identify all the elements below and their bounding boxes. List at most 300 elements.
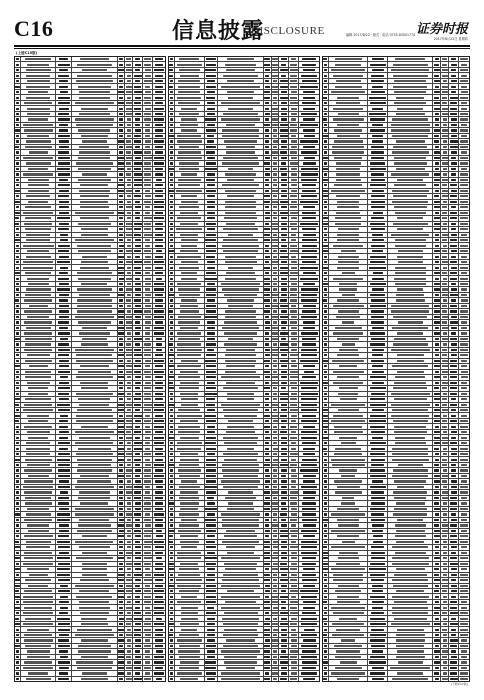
table-cell xyxy=(433,84,441,88)
cell-text-stroke xyxy=(154,574,163,576)
cell-text-stroke xyxy=(273,634,277,636)
table-cell xyxy=(279,79,289,83)
table-cell xyxy=(72,271,117,275)
table-cell xyxy=(459,216,469,220)
table-cell xyxy=(21,167,57,171)
cell-text-stroke xyxy=(155,91,163,93)
cell-text-stroke xyxy=(145,618,151,620)
table-cell xyxy=(368,183,388,187)
table-cell xyxy=(272,73,280,77)
table-cell xyxy=(133,90,143,94)
table-cell xyxy=(205,644,219,648)
cell-text-stroke xyxy=(15,239,19,241)
cell-text-stroke xyxy=(170,497,173,499)
cell-text-stroke xyxy=(24,223,52,225)
table-cell xyxy=(118,556,126,560)
cell-text-stroke xyxy=(207,623,216,625)
cell-text-stroke xyxy=(179,267,199,269)
table-cell xyxy=(143,386,153,390)
cell-text-stroke xyxy=(291,480,296,482)
table-cell xyxy=(143,578,153,582)
table-cell xyxy=(299,205,319,209)
cell-text-stroke xyxy=(291,574,297,576)
cell-text-stroke xyxy=(272,118,277,120)
table-cell xyxy=(264,62,272,66)
cell-text-stroke xyxy=(450,261,457,263)
table-cell xyxy=(143,671,153,675)
table-cell xyxy=(21,364,57,368)
table-cell xyxy=(118,605,126,609)
table-cell xyxy=(175,315,205,319)
table-cell xyxy=(264,189,272,193)
cell-text-stroke xyxy=(134,678,142,680)
table-cell xyxy=(459,145,469,149)
cell-text-stroke xyxy=(15,579,19,581)
table-cell xyxy=(449,134,459,138)
cell-text-stroke xyxy=(179,645,200,647)
cell-text-stroke xyxy=(170,667,174,669)
cell-text-stroke xyxy=(177,415,202,417)
cell-text-stroke xyxy=(78,278,111,280)
cell-text-stroke xyxy=(303,426,315,428)
table-cell xyxy=(118,101,126,105)
table-cell xyxy=(205,211,219,215)
cell-text-stroke xyxy=(75,585,114,587)
table-cell xyxy=(72,194,117,198)
cell-text-stroke xyxy=(170,58,174,60)
cell-text-stroke xyxy=(323,267,327,269)
cell-text-stroke xyxy=(127,332,131,334)
table-cell xyxy=(289,233,299,237)
cell-text-stroke xyxy=(119,415,123,417)
cell-text-stroke xyxy=(176,228,202,230)
cell-text-stroke xyxy=(25,502,52,504)
table-cell xyxy=(175,501,205,505)
cell-text-stroke xyxy=(27,431,50,433)
table-cell xyxy=(279,320,289,324)
table-cell xyxy=(133,62,143,66)
table-cell xyxy=(143,57,153,61)
cell-text-stroke xyxy=(207,656,216,658)
cell-text-stroke xyxy=(81,108,109,110)
cell-text-stroke xyxy=(155,245,164,247)
table-cell xyxy=(329,90,368,94)
cell-text-stroke xyxy=(273,283,278,285)
cell-text-stroke xyxy=(135,601,140,603)
cell-text-stroke xyxy=(154,162,164,164)
cell-text-stroke xyxy=(154,118,163,120)
table-cell xyxy=(125,474,133,478)
table-cell xyxy=(56,238,72,242)
table-cell xyxy=(279,57,289,61)
table-cell xyxy=(72,123,117,127)
cell-text-stroke xyxy=(221,376,261,378)
table-cell xyxy=(289,326,299,330)
table-cell xyxy=(72,265,117,269)
cell-text-stroke xyxy=(16,354,19,356)
cell-text-stroke xyxy=(177,283,201,285)
cell-text-stroke xyxy=(265,459,270,461)
table-cell xyxy=(125,430,133,434)
cell-text-stroke xyxy=(58,102,71,104)
cell-text-stroke xyxy=(25,376,51,378)
table-cell xyxy=(153,627,165,631)
table-cell xyxy=(449,167,459,171)
cell-text-stroke xyxy=(77,409,112,411)
cell-text-stroke xyxy=(59,69,68,71)
cell-text-stroke xyxy=(281,327,286,329)
cell-text-stroke xyxy=(206,190,217,192)
cell-text-stroke xyxy=(273,585,277,587)
cell-text-stroke xyxy=(145,365,151,367)
table-cell xyxy=(118,254,126,258)
table-cell xyxy=(205,594,219,598)
table-cell xyxy=(118,315,126,319)
cell-text-stroke xyxy=(134,108,141,110)
cell-text-stroke xyxy=(119,398,123,400)
cell-text-stroke xyxy=(451,234,457,236)
table-cell xyxy=(56,518,72,522)
table-cell xyxy=(153,567,165,571)
table-cell xyxy=(21,655,57,659)
table-cell xyxy=(143,501,153,505)
table-cell xyxy=(272,309,280,313)
cell-text-stroke xyxy=(303,97,315,99)
table-cell xyxy=(264,271,272,275)
table-cell xyxy=(133,644,143,648)
cell-text-stroke xyxy=(280,579,288,581)
table-cell xyxy=(21,671,57,675)
cell-text-stroke xyxy=(337,267,359,269)
table-cell xyxy=(388,265,433,269)
table-cell xyxy=(205,589,219,593)
cell-text-stroke xyxy=(118,212,124,214)
cell-text-stroke xyxy=(170,629,174,631)
table-cell xyxy=(459,150,469,154)
cell-text-stroke xyxy=(179,513,199,515)
cell-text-stroke xyxy=(78,179,111,181)
cell-text-stroke xyxy=(273,162,277,164)
table-cell xyxy=(218,611,263,615)
cell-text-stroke xyxy=(272,404,277,406)
cell-text-stroke xyxy=(135,469,141,471)
cell-text-stroke xyxy=(460,245,468,247)
cell-text-stroke xyxy=(206,376,216,378)
cell-text-stroke xyxy=(126,486,132,488)
cell-text-stroke xyxy=(155,299,163,301)
cell-text-stroke xyxy=(265,327,270,329)
cell-text-stroke xyxy=(221,480,260,482)
cell-text-stroke xyxy=(58,118,70,120)
table-cell xyxy=(264,315,272,319)
cell-text-stroke xyxy=(155,234,163,236)
cell-text-stroke xyxy=(206,272,216,274)
cell-text-stroke xyxy=(170,672,173,674)
table-cell xyxy=(153,370,165,374)
table-cell xyxy=(21,337,57,341)
cell-text-stroke xyxy=(80,267,109,269)
table-cell xyxy=(153,150,165,154)
table-cell xyxy=(299,616,319,620)
cell-text-stroke xyxy=(280,343,288,345)
cell-text-stroke xyxy=(207,321,214,323)
cell-text-stroke xyxy=(264,234,269,236)
cell-text-stroke xyxy=(206,354,216,356)
table-cell xyxy=(388,95,433,99)
table-cell xyxy=(289,622,299,626)
cell-text-stroke xyxy=(301,530,317,532)
cell-text-stroke xyxy=(207,535,215,537)
cell-text-stroke xyxy=(119,508,124,510)
table-cell xyxy=(388,139,433,143)
cell-text-stroke xyxy=(336,80,361,82)
table-cell xyxy=(125,479,133,483)
cell-text-stroke xyxy=(273,157,278,159)
cell-text-stroke xyxy=(180,124,198,126)
table-cell xyxy=(133,540,143,544)
table-cell xyxy=(279,90,289,94)
table-cell xyxy=(272,589,280,593)
cell-text-stroke xyxy=(290,398,297,400)
table-cell xyxy=(299,200,319,204)
table-cell xyxy=(118,589,126,593)
table-cell xyxy=(125,364,133,368)
cell-text-stroke xyxy=(180,535,198,537)
cell-text-stroke xyxy=(119,497,123,499)
cell-text-stroke xyxy=(16,261,20,263)
table-cell xyxy=(272,161,280,165)
table-cell xyxy=(175,271,205,275)
cell-text-stroke xyxy=(26,448,50,450)
table-cell xyxy=(264,496,272,500)
table-cell xyxy=(125,271,133,275)
table-cell xyxy=(125,106,133,110)
table-cell xyxy=(441,57,449,61)
table-cell xyxy=(133,353,143,357)
table-cell xyxy=(21,139,57,143)
table-cell xyxy=(205,233,219,237)
table-cell xyxy=(153,622,165,626)
cell-text-stroke xyxy=(134,151,142,153)
table-cell xyxy=(125,622,133,626)
cell-text-stroke xyxy=(126,491,132,493)
table-cell xyxy=(205,172,219,176)
cell-text-stroke xyxy=(134,612,141,614)
table-cell xyxy=(143,677,153,681)
cell-text-stroke xyxy=(338,228,359,230)
cell-text-stroke xyxy=(178,86,200,88)
table-cell xyxy=(272,84,280,88)
table-cell xyxy=(153,419,165,423)
table-cell xyxy=(299,364,319,368)
cell-text-stroke xyxy=(15,190,19,192)
table-cell xyxy=(153,112,165,116)
cell-text-stroke xyxy=(119,513,123,515)
cell-text-stroke xyxy=(180,382,199,384)
table-cell xyxy=(205,573,219,577)
cell-text-stroke xyxy=(281,409,287,411)
cell-text-stroke xyxy=(178,431,200,433)
table-cell xyxy=(299,644,319,648)
table-cell xyxy=(175,457,205,461)
cell-text-stroke xyxy=(170,519,173,521)
cell-text-stroke xyxy=(155,519,162,521)
table-cell xyxy=(279,457,289,461)
cell-text-stroke xyxy=(442,250,447,252)
cell-text-stroke xyxy=(27,108,50,110)
table-cell xyxy=(388,243,433,247)
cell-text-stroke xyxy=(180,327,198,329)
cell-text-stroke xyxy=(181,480,197,482)
table-cell xyxy=(56,381,72,385)
cell-text-stroke xyxy=(181,404,198,406)
cell-text-stroke xyxy=(135,327,141,329)
cell-text-stroke xyxy=(26,453,50,455)
cell-text-stroke xyxy=(126,69,132,71)
cell-text-stroke xyxy=(300,223,317,225)
table-cell xyxy=(133,392,143,396)
table-cell xyxy=(118,611,126,615)
table-cell xyxy=(279,211,289,215)
table-cell xyxy=(433,172,441,176)
table-cell xyxy=(264,353,272,357)
cell-text-stroke xyxy=(145,459,150,461)
table-cell xyxy=(21,677,57,681)
cell-text-stroke xyxy=(264,661,270,663)
cell-text-stroke xyxy=(442,86,448,88)
table-cell xyxy=(125,490,133,494)
cell-text-stroke xyxy=(372,190,384,192)
cell-text-stroke xyxy=(207,426,215,428)
table-cell xyxy=(72,238,117,242)
cell-text-stroke xyxy=(290,245,297,247)
cell-text-stroke xyxy=(301,464,317,466)
table-column-2 xyxy=(168,56,320,682)
cell-text-stroke xyxy=(24,349,52,351)
table-cell xyxy=(133,260,143,264)
table-cell xyxy=(125,265,133,269)
cell-text-stroke xyxy=(16,310,19,312)
cell-text-stroke xyxy=(290,579,297,581)
cell-text-stroke xyxy=(228,267,253,269)
cell-text-stroke xyxy=(181,546,197,548)
table-cell xyxy=(289,386,299,390)
cell-text-stroke xyxy=(155,190,164,192)
cell-text-stroke xyxy=(144,519,152,521)
cell-text-stroke xyxy=(119,124,123,126)
table-cell xyxy=(299,95,319,99)
table-cell xyxy=(72,90,117,94)
cell-text-stroke xyxy=(302,250,317,252)
cell-text-stroke xyxy=(273,173,277,175)
cell-text-stroke xyxy=(291,58,296,60)
table-cell xyxy=(175,106,205,110)
cell-text-stroke xyxy=(144,162,151,164)
table-cell xyxy=(72,496,117,500)
table-cell xyxy=(329,233,368,237)
cell-text-stroke xyxy=(24,634,53,636)
disclosure-table-area xyxy=(14,56,470,682)
cell-text-stroke xyxy=(145,129,150,131)
cell-text-stroke xyxy=(177,552,201,554)
cell-text-stroke xyxy=(16,469,20,471)
table-cell xyxy=(264,216,272,220)
table-cell xyxy=(133,298,143,302)
cell-text-stroke xyxy=(323,190,327,192)
table-cell xyxy=(368,222,388,226)
cell-text-stroke xyxy=(336,162,361,164)
cell-text-stroke xyxy=(281,64,286,66)
cell-text-stroke xyxy=(273,97,278,99)
cell-text-stroke xyxy=(273,420,278,422)
table-cell xyxy=(449,106,459,110)
table-cell xyxy=(289,578,299,582)
cell-text-stroke xyxy=(145,524,151,526)
table-cell xyxy=(56,430,72,434)
cell-text-stroke xyxy=(59,283,69,285)
table-cell xyxy=(441,90,449,94)
cell-text-stroke xyxy=(135,278,140,280)
cell-text-stroke xyxy=(177,349,202,351)
cell-text-stroke xyxy=(205,239,216,241)
table-cell xyxy=(205,435,219,439)
cell-text-stroke xyxy=(25,206,50,208)
cell-text-stroke xyxy=(372,124,383,126)
table-cell xyxy=(133,117,143,121)
table-cell xyxy=(264,567,272,571)
table-cell xyxy=(433,178,441,182)
cell-text-stroke xyxy=(127,129,131,131)
cell-text-stroke xyxy=(434,217,440,219)
cell-text-stroke xyxy=(178,376,200,378)
table-cell xyxy=(279,145,289,149)
table-cell xyxy=(56,233,72,237)
cell-text-stroke xyxy=(145,321,151,323)
table-cell xyxy=(272,276,280,280)
cell-text-stroke xyxy=(170,596,173,598)
cell-text-stroke xyxy=(118,190,124,192)
table-cell xyxy=(289,243,299,247)
table-cell xyxy=(264,211,272,215)
cell-text-stroke xyxy=(59,316,69,318)
cell-text-stroke xyxy=(435,261,440,263)
table-cell xyxy=(279,227,289,231)
cell-text-stroke xyxy=(144,404,152,406)
cell-text-stroke xyxy=(281,140,287,142)
cell-text-stroke xyxy=(155,376,163,378)
cell-text-stroke xyxy=(79,91,110,93)
table-cell xyxy=(264,90,272,94)
cell-text-stroke xyxy=(281,261,287,263)
cell-text-stroke xyxy=(290,151,297,153)
cell-text-stroke xyxy=(27,354,50,356)
table-cell xyxy=(21,567,57,571)
table-cell xyxy=(21,304,57,308)
cell-text-stroke xyxy=(281,206,287,208)
table-cell xyxy=(125,589,133,593)
table-cell xyxy=(272,474,280,478)
cell-text-stroke xyxy=(145,75,151,77)
cell-text-stroke xyxy=(303,206,315,208)
cell-text-stroke xyxy=(58,228,69,230)
table-cell xyxy=(264,243,272,247)
table-cell xyxy=(449,200,459,204)
cell-text-stroke xyxy=(135,420,141,422)
table-cell xyxy=(72,309,117,313)
table-cell xyxy=(272,123,280,127)
table-cell xyxy=(125,161,133,165)
cell-text-stroke xyxy=(290,80,297,82)
